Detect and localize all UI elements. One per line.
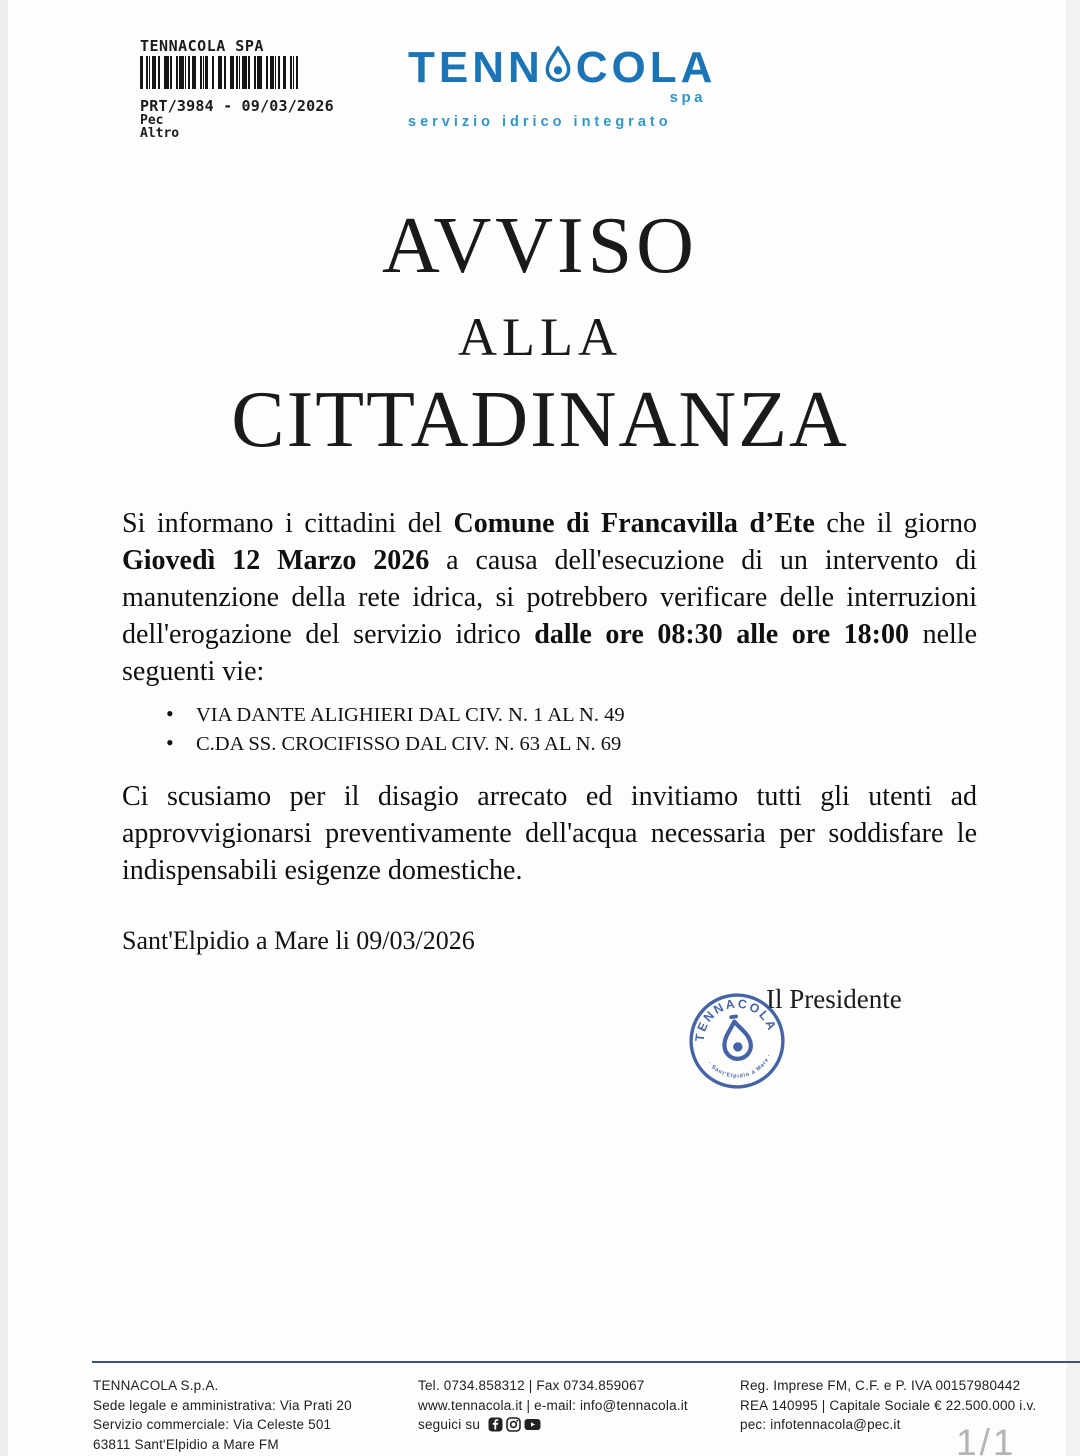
facebook-icon <box>488 1417 503 1432</box>
streets-list <box>166 700 625 758</box>
p1-text: Si informano i cittadini del <box>122 508 454 539</box>
title-line-avviso: AVVISO <box>382 202 698 290</box>
page-indicator: 1/1 <box>956 1422 1017 1456</box>
water-drop-icon <box>542 43 574 87</box>
p1-bold-hours: dalle ore 08:30 alle ore 18:00 <box>534 619 910 650</box>
notice-paragraph-2: Ci scusiamo per il disagio arrecato ed invitiamo tutti gli utenti ad approvvigionarsi preventivamente dell'acqua necessaria per soddisfare le indispensabili esigenze domestiche. <box>122 781 977 886</box>
logo-wordmark <box>408 43 717 92</box>
social-icons <box>488 1417 541 1432</box>
registry-channel: Pec <box>140 113 164 128</box>
signature-area <box>686 982 966 1122</box>
title-line-cittadinanza: CITTADINANZA <box>231 376 849 464</box>
footer-pec: pec: infotennacola@pec.it <box>740 1417 901 1432</box>
stamp-top-text: TENNACOLA <box>692 996 780 1043</box>
protocol-registry-block <box>140 38 334 140</box>
logo-tagline: servizio idrico integrato <box>408 114 672 130</box>
street-1: VIA DANTE ALIGHIERI DAL CIV. N. 1 AL N. 49 <box>196 704 625 726</box>
footer <box>93 1376 1073 1454</box>
stamp-water-drop-icon <box>720 1013 752 1060</box>
p1-text: nelle seguenti vie: <box>122 619 977 687</box>
footer-social-row <box>418 1415 740 1435</box>
p1-bold-date: Giovedì 12 Marzo 2026 <box>122 545 430 576</box>
footer-divider <box>92 1361 1080 1363</box>
stamp-bottom-text: · Sant'Elpidio a Mare · <box>706 1052 773 1080</box>
notice-title <box>0 202 1080 464</box>
company-stamp <box>679 983 794 1098</box>
footer-fiscal-column <box>740 1376 1073 1454</box>
footer-commercial-address: Servizio commerciale: Via Celeste 501 <box>93 1417 332 1432</box>
p1-text: a causa dell'esecuzione di un intervento di manutenzione della rete idrica, si potrebbero verificare delle interruzioni dell'erogazione del servizio idrico <box>122 545 978 650</box>
footer-rea-capital: REA 140995 | Capitale Sociale € 22.500.000 i.v. <box>740 1397 1037 1413</box>
registry-category: Altro <box>140 126 180 141</box>
footer-follow-us-label: seguici su <box>418 1417 481 1432</box>
footer-company-name: TENNACOLA S.p.A. <box>93 1378 219 1393</box>
protocol-barcode <box>140 56 298 89</box>
instagram-icon <box>506 1417 521 1432</box>
signer-role: Il Presidente <box>766 984 902 1014</box>
footer-vat: Reg. Imprese FM, C.F. e P. IVA 00157980442 <box>740 1378 1021 1393</box>
notice-paragraph-1 <box>122 505 977 690</box>
title-line-alla: ALLA <box>458 307 622 367</box>
footer-city: 63811 Sant'Elpidio a Mare FM <box>93 1436 279 1452</box>
registry-company-name: TENNACOLA SPA <box>140 37 264 55</box>
youtube-icon <box>524 1417 541 1432</box>
footer-contacts-column <box>418 1376 740 1454</box>
logo-wordmark-post: COLA <box>575 43 717 92</box>
footer-legal-address: Sede legale e amministrativa: Via Prati 20 <box>93 1397 352 1413</box>
company-logo <box>408 43 717 130</box>
logo-spa-suffix: spa <box>669 89 706 106</box>
logo-wordmark-pre: TENN <box>408 43 544 92</box>
list-item <box>166 700 625 729</box>
place-date-line: Sant'Elpidio a Mare li 09/03/2026 <box>122 926 475 955</box>
list-item <box>166 729 625 758</box>
bullet-icon: • <box>166 701 174 726</box>
p1-text: che il giorno <box>814 508 977 539</box>
street-2: C.DA SS. CROCIFISSO DAL CIV. N. 63 AL N. 69 <box>196 733 622 755</box>
bullet-icon: • <box>166 730 174 755</box>
footer-tel-fax: Tel. 0734.858312 | Fax 0734.859067 <box>418 1378 645 1393</box>
footer-web-email: www.tennacola.it | e-mail: info@tennacola.it <box>418 1397 688 1413</box>
protocol-number: PRT/3984 - 09/03/2026 <box>140 97 334 115</box>
footer-address-column <box>93 1376 418 1454</box>
p1-bold-comune: Comune di Francavilla d’Ete <box>453 508 815 539</box>
